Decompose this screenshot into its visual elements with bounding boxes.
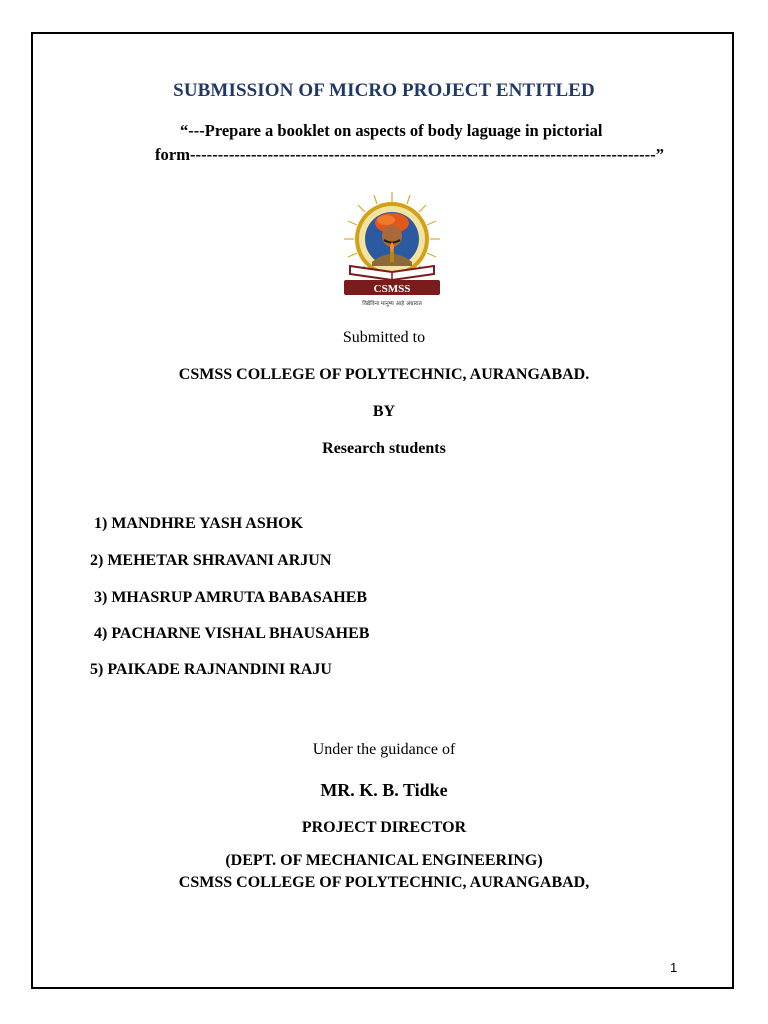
submitted-to-label: Submitted to <box>342 329 426 346</box>
project-topic-line-1: “---Prepare a booklet on aspects of body laguage in pictorial <box>180 121 603 140</box>
college-name-footer: CSMSS COLLEGE OF POLYTECHNIC, AURANGABAD, <box>178 874 590 891</box>
student-name: 2) MEHETAR SHRAVANI ARJUN <box>90 552 332 569</box>
research-students-label: Research students <box>322 440 446 457</box>
student-name: 4) PACHARNE VISHAL BHAUSAHEB <box>94 625 370 642</box>
guidance-label: Under the guidance of <box>312 741 456 758</box>
guide-name: MR. K. B. Tidke <box>320 780 448 800</box>
department-name: (DEPT. OF MECHANICAL ENGINEERING) <box>225 852 543 869</box>
college-name: CSMSS COLLEGE OF POLYTECHNIC, AURANGABAD. <box>178 366 590 383</box>
page-number: 1 <box>670 960 678 975</box>
logo-tagline: विद्येविना मानुष्य आहे अंधारात <box>362 301 422 307</box>
guide-role: PROJECT DIRECTOR <box>301 819 467 836</box>
page-border <box>31 32 734 989</box>
project-topic-line-2: form------------------------------------------------------------------------------------” <box>155 145 665 164</box>
student-name: 1) MANDHRE YASH ASHOK <box>94 515 304 532</box>
document-title: SUBMISSION OF MICRO PROJECT ENTITLED <box>173 80 595 101</box>
student-name: 5) PAIKADE RAJNANDINI RAJU <box>90 661 332 678</box>
college-logo <box>330 190 454 310</box>
student-name: 3) MHASRUP AMRUTA BABASAHEB <box>94 589 368 606</box>
by-label: BY <box>372 403 396 420</box>
logo-banner-text: CSMSS <box>373 283 411 295</box>
